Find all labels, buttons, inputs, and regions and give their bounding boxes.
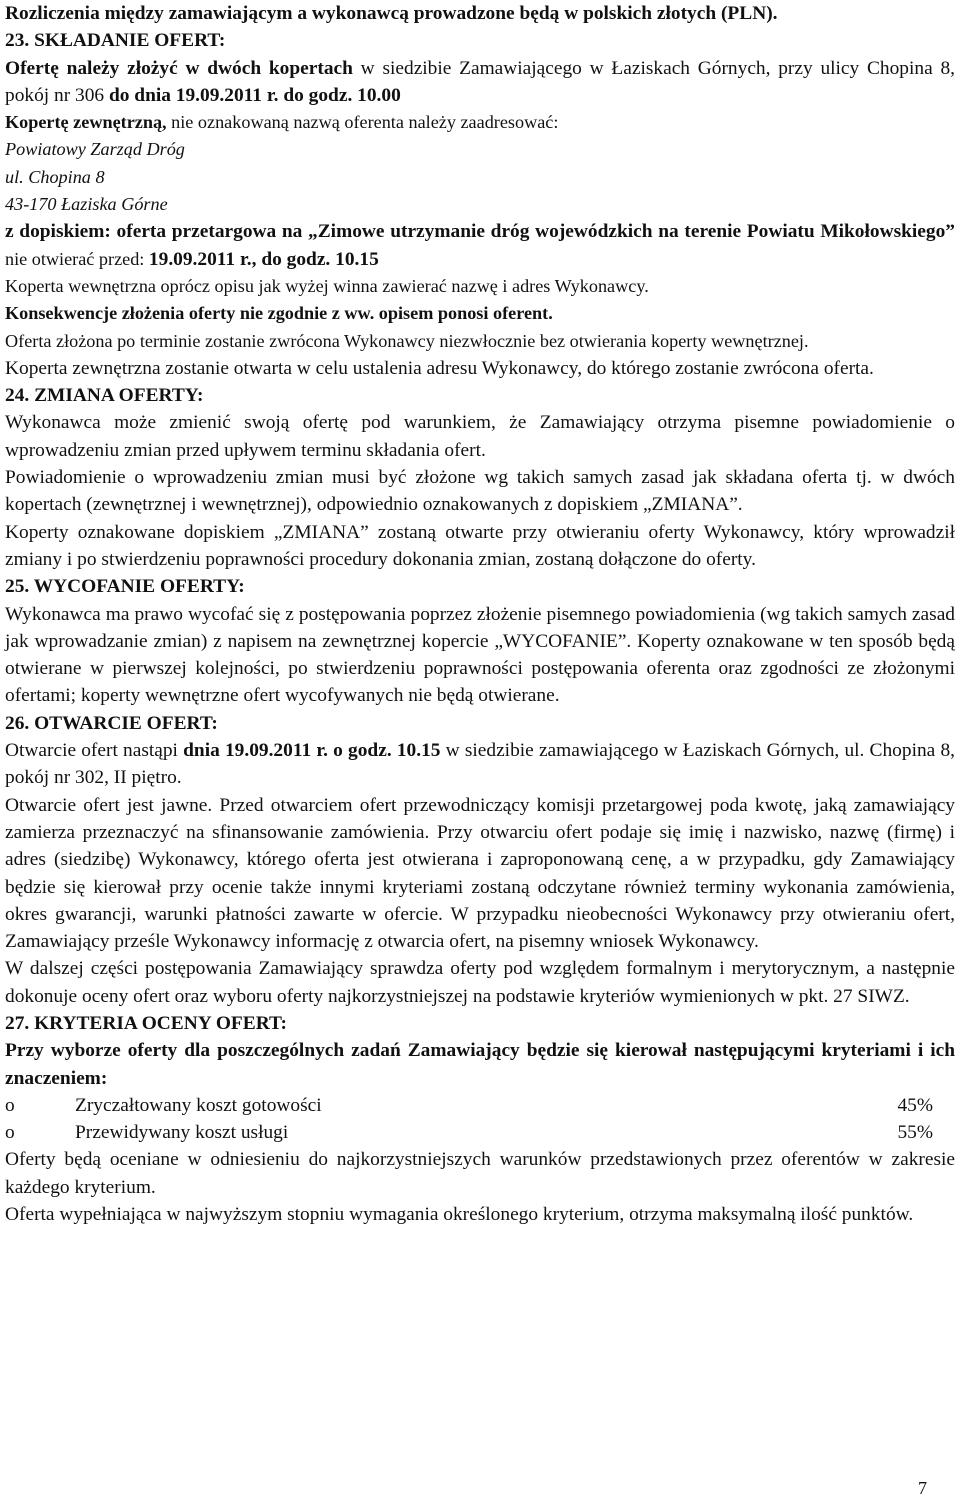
- do-not-open-text: nie otwierać przed:: [5, 248, 149, 269]
- bullet-icon: o: [5, 1094, 15, 1116]
- opening-place-text: w siedzibie zamawiającego w Łaziskach Górnych, ul. Chopina 8, pokój nr 302, II piętro.: [5, 740, 955, 789]
- criterion-name: Przewidywany koszt usługi: [75, 1122, 289, 1144]
- envelope-annotation-paragraph: [5, 218, 955, 273]
- change-offer-paragraph-2: Powiadomienie o wprowadzeniu zmian musi być złożone wg takich samych zasad jak składana oferta tj. w dwóch kopertach (zewnętrznej i wewnętrznej), odpowiednio oznakowanych z dopiskiem „ZMIANA”.: [5, 467, 955, 516]
- bullet-icon: o: [5, 1122, 15, 1144]
- max-points-paragraph: Oferta wypełniająca w najwyższym stopniu wymagania określonego kryterium, otrzyma maksymalną ilość punktów.: [5, 1204, 914, 1226]
- offer-deadline-text: do dnia 19.09.2011 r. do godz. 10.00: [108, 84, 401, 106]
- document-page: [5, 0, 955, 1228]
- section-23-heading: 23. SKŁADANIE OFERT:: [5, 30, 226, 52]
- section-27-heading: 27. KRYTERIA OCENY OFERT:: [5, 1012, 287, 1034]
- section-25-heading: 25. WYCOFANIE OFERTY:: [5, 576, 245, 598]
- criterion-weight: 55%: [897, 1122, 933, 1144]
- criterion-weight: 45%: [897, 1094, 933, 1116]
- section-26-heading: 26. OTWARCIE OFERT:: [5, 712, 218, 734]
- evaluation-paragraph: W dalszej części postępowania Zamawiający sprawdza oferty pod względem formalnym i merytorycznym, a następnie dokonuje oceny ofert oraz wyboru oferty najkorzystniejszej na podstawie kryteriów wymienionych w pkt. 27 SIWZ.: [5, 958, 955, 1007]
- withdraw-offer-paragraph: Wykonawca ma prawo wycofać się z postępowania poprzez złożenie pisemnego powiadomienia (wg takich samych zasad jak wprowadzanie zmian) z napisem na zewnętrznej kopercie „WYCOFANIE”. Koperty oznakowane w ten sposób będą otwierane w pierwszej kolejności, po stwierdzeniu poprawności postępowania oferenta oraz zgodności ze złożonymi ofertami; koperty wewnętrzne ofert wycofywanych nie będą otwierane.: [5, 603, 955, 707]
- criterion-name: Zryczałtowany koszt gotowości: [75, 1094, 322, 1116]
- opening-date-text: dnia 19.09.2011 r. o godz. 10.15: [183, 740, 441, 762]
- opening-intro-text: Otwarcie ofert nastąpi: [5, 740, 184, 762]
- page-number: 7: [918, 1478, 927, 1498]
- opening-time-text: 19.09.2011 r., do godz. 10.15: [148, 248, 379, 270]
- outer-envelope-opening-paragraph: Koperta zewnętrzna zostanie otwarta w celu ustalenia adresu Wykonawcy, do którego zostanie zwrócona oferta.: [5, 357, 874, 379]
- address-line-1: Powiatowy Zarząd Dróg: [5, 139, 185, 160]
- inner-envelope-paragraph: Koperta wewnętrzna oprócz opisu jak wyżej winna zawierać nazwę i adres Wykonawcy.: [5, 275, 649, 296]
- outer-envelope-paragraph: [5, 109, 955, 136]
- criteria-evaluation-paragraph: Oferty będą oceniane w odniesieniu do najkorzystniejszych warunków przedstawionych przez oferentów w zakresie każdego kryterium.: [5, 1149, 955, 1198]
- criteria-intro-paragraph: Przy wyborze oferty dla poszczególnych zadań Zamawiający będzie się kierował następującymi kryteriami i ich znaczeniem:: [5, 1040, 955, 1089]
- section-23-offer-submission: [5, 55, 955, 110]
- envelope-annotation: z dopiskiem: oferta przetargowa na „Zimowe utrzymanie dróg wojewódzkich na terenie Powiatu Mikołowskiego”: [5, 221, 955, 243]
- public-opening-paragraph: Otwarcie ofert jest jawne. Przed otwarciem ofert przewodniczący komisji przetargowej poda kwotę, jaką zamawiający zamierza przeznaczyć na sfinansowanie zamówienia. Przy otwarciu ofert podaje się imię i nazwisko, nazwę (firmę) i adres (siedzibę) Wykonawcy, którego oferta jest otwierana i zaproponowaną cenę, a w przypadku, gdy Zamawiający będzie się kierował przy ocenie także innymi kryteriami zostaną odczytane również terminy wykonania zamówienia, okres gwarancji, warunki płatności zawarte w ofercie. W przypadku nieobecności Wykonawcy przy otwieraniu ofert, Zamawiający prześle Wykonawcy informację z otwarcia ofert, na pisemny wniosek Wykonawcy.: [5, 794, 955, 953]
- consequences-paragraph: Konsekwencje złożenia oferty nie zgodnie z ww. opisem ponosi oferent.: [5, 303, 553, 324]
- offer-place-text: w siedzibie Zamawiającego w Łaziskach Górnych, przy ulicy Chopina 8, pokój nr 306: [5, 57, 956, 106]
- criterion-row: [5, 1092, 955, 1119]
- outer-envelope-label: Kopertę zewnętrzną,: [5, 112, 167, 133]
- criterion-row: [5, 1119, 955, 1146]
- address-line-2: ul. Chopina 8: [5, 166, 105, 187]
- section-24-heading: 24. ZMIANA OFERTY:: [5, 385, 204, 407]
- change-offer-paragraph-1: Wykonawca może zmienić swoją ofertę pod warunkiem, że Zamawiający otrzyma pisemne powiadomienie o wprowadzeniu zmian przed upływem terminu składania ofert.: [5, 412, 955, 461]
- outer-envelope-text: nie oznakowaną nazwą oferenta należy zaadresować:: [166, 112, 559, 133]
- late-offer-paragraph: Oferta złożona po terminie zostanie zwrócona Wykonawcy niezwłocznie bez otwierania koperty wewnętrznej.: [5, 330, 809, 351]
- currency-paragraph: Rozliczenia między zamawiającym a wykonawcą prowadzone będą w polskich złotych (PLN).: [5, 3, 778, 24]
- offer-envelopes-text: Ofertę należy złożyć w dwóch kopertach: [5, 57, 353, 79]
- change-offer-paragraph-3: Koperty oznakowane dopiskiem „ZMIANA” zostaną otwarte przy otwieraniu oferty Wykonawcy, który wprowadził zmiany i po stwierdzeniu poprawności procedury dokonania zmian, zostaną dołączone do oferty.: [5, 521, 955, 570]
- address-line-3: 43-170 Łaziska Górne: [5, 194, 168, 215]
- opening-date-paragraph: [5, 737, 955, 792]
